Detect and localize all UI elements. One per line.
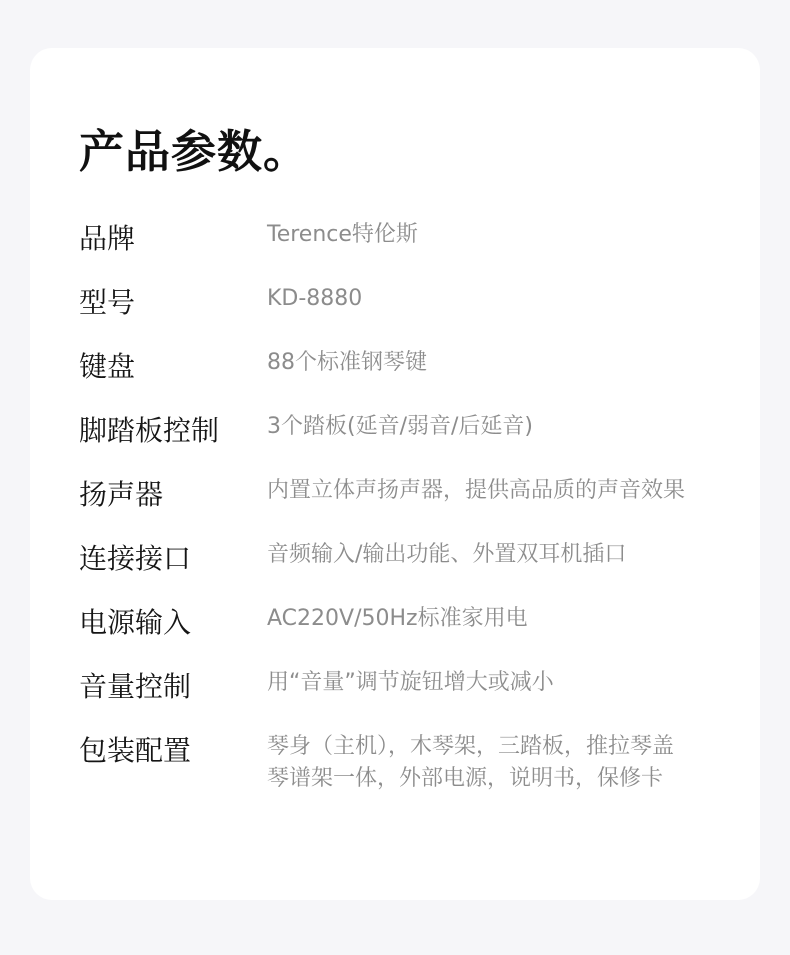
spec-value: AC220V/50Hz标准家用电 <box>267 606 528 631</box>
spec-value: Terence特伦斯 <box>267 222 418 247</box>
spec-label: 品牌 <box>79 222 136 255</box>
spec-label: 音量控制 <box>79 670 192 703</box>
spec-value: 3个踏板(延音/弱音/后延音) <box>267 414 533 439</box>
spec-value: KD-8880 <box>267 286 363 311</box>
spec-label: 包装配置 <box>79 734 192 767</box>
spec-value: 音频输入/输出功能、外置双耳机插口 <box>267 542 627 567</box>
spec-label: 型号 <box>79 286 136 319</box>
spec-value: 琴身（主机），木琴架，三踏板，推拉琴盖 琴谱架一体，外部电源，说明书，保修卡 <box>267 734 675 791</box>
spec-label: 键盘 <box>79 350 136 383</box>
spec-label: 电源输入 <box>79 606 192 639</box>
spec-value: 88个标准钢琴键 <box>267 350 427 375</box>
spec-value: 内置立体声扬声器，提供高品质的声音效果 <box>267 478 686 503</box>
page-title: 产品参数。 <box>79 125 310 178</box>
spec-value: 用“音量”调节旋钮增大或减小 <box>267 670 554 695</box>
spec-label: 连接接口 <box>79 542 192 575</box>
spec-label: 脚踏板控制 <box>79 414 220 447</box>
spec-label: 扬声器 <box>79 478 164 511</box>
